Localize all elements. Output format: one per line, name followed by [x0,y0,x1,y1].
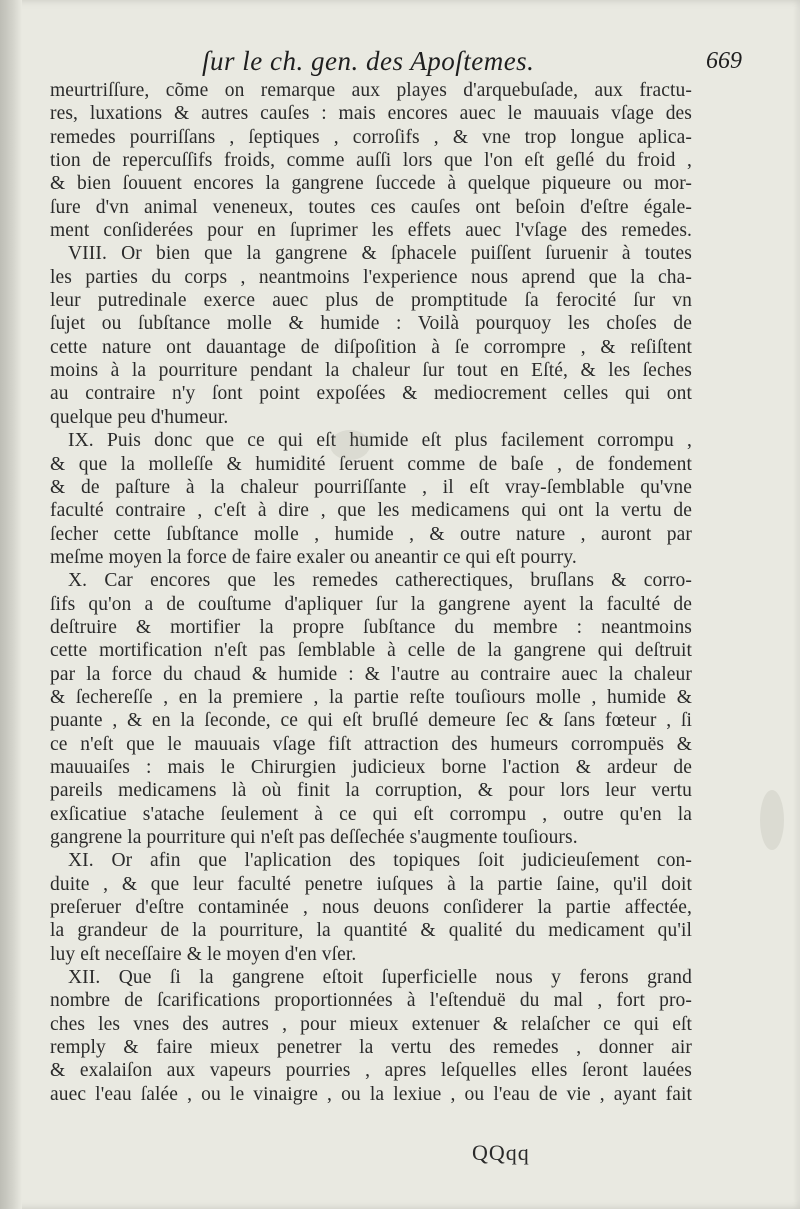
text-line: ce n'eſt que le mauuais vſage fiſt attraction des humeurs corrompuës & [50,733,692,755]
body-text [50,79,692,1106]
text-line: deſtruire & mortifier la propre ſubſtance du membre : neantmoins [50,616,692,638]
text-line: mauuaiſes : mais le Chirurgien judicieux borne l'action & ardeur de [50,756,692,778]
text-line: ment conſiderées pour en ſuprimer les effets auec l'vſage des remedes. [50,220,692,242]
text-line: faculté contraire , c'eſt à dire , que les medicamens qui ont la vertu de [50,500,692,522]
text-line: exſicatiue s'atache ſeulement à ce qui eſt corrompu , outre qu'en la [50,803,692,825]
text-line: puante , & en la ſeconde, ce qui eſt bruſlé demeure ſec & ſans fœteur , ſi [50,710,692,732]
text-line: meſme moyen la force de faire exaler ou aneantir ce qui eſt pourry. [50,546,577,568]
text-line: cette mortification n'eſt pas ſemblable à celle de la gangrene qui deſtruit [50,640,692,662]
text-line: remedes pourriſſans , ſeptiques , corroſifs , & vne trop longue aplica- [50,126,692,148]
text-line: & exalaiſon aux vapeurs pourries , apres leſquelles elles ſeront lauées [50,1060,692,1082]
text-line: nombre de ſcarifications proportionnées à l'eſtenduë du mal , fort pro- [50,990,692,1012]
paragraph-xi-start: XI. Or afin que l'aplication des topiques ſoit judicieuſement con- [68,850,692,872]
text-line: & ſechereſſe , en la premiere , la partie reſte touſiours molle , humide & [50,686,692,708]
text-line: pareils medicamens là où finit la corruption, & pour lors leur vertu [50,780,692,802]
paragraph-viii-start: VIII. Or bien que la gangrene & ſphacele puiſſent ſuruenir à toutes [68,243,692,265]
text-line: quelque peu d'humeur. [50,406,229,428]
paragraph-ix-start: IX. Puis donc que ce qui eſt humide eſt plus facilement corrompu , [68,430,692,452]
paper-stain [330,430,370,460]
text-line: au contraire n'y ſont point expoſées & mediocrement celles qui ont [50,383,692,405]
paragraph-xii-start: XII. Que ſi la gangrene eſtoit ſuperficielle nous y ferons grand [68,967,692,989]
page-header [52,44,742,80]
text-line: preſeruer d'eſtre contaminée , nous deuons conſiderer la partie affectée, [50,897,692,919]
text-line: remply & faire mieux penetrer la vertu des remedes , donner air [50,1037,692,1059]
text-line: ches les vnes des autres , pour mieux extenuer & relaſcher ce qui eſt [50,1013,692,1035]
text-line: luy eſt neceſſaire & le moyen d'en vſer. [50,943,357,965]
page-number: 669 [706,48,742,74]
page-gutter [0,0,22,1209]
signature-mark: QQqq [472,1140,530,1165]
paragraph-x-start: X. Car encores que les remedes catherectiques, bruſlans & corro- [68,570,692,592]
text-line: ſifs qu'on a de couſtume d'apliquer ſur la gangrene ayent la faculté de [50,593,692,615]
running-head: ſur le ch. gen. des Apoſtemes. [202,46,535,76]
text-line: gangrene la pourriture qui n'eſt pas deſſechée s'augmente touſiours. [50,827,578,848]
text-line: auec l'eau ſalée , ou le vinaigre , ou la lexiue , ou l'eau de vie , ayant fait [50,1083,692,1105]
text-line: cette nature ont dauantage de diſpoſition à ſe corrompre , & reſiſtent [50,336,692,358]
paper-stain [760,790,784,850]
text-line: duite , & que leur faculté penetre iuſques à la partie ſaine, qu'il doit [50,873,692,895]
text-line: leur putredinale exerce auec plus de promptitude ſa ferocité ſur vn [50,290,692,312]
text-line: meurtriſſure, cõme on remarque aux playes d'arquebuſade, aux fractu- [50,80,692,101]
text-line: res, luxations & autres cauſes : mais encores auec le mauuais vſage des [50,103,692,125]
text-line: & de paſture à la chaleur pourriſſante , il eſt vray-ſemblable qu'vne [50,476,692,498]
text-line: moins à la pourriture pendant la chaleur ſur tout en Eſté, & les ſeches [50,360,692,382]
text-line: les parties du corps , neantmoins l'experience nous aprend que la cha- [50,266,692,288]
text-line: ſure d'vn animal veneneux, toutes ces cauſes ont beſoin d'eſtre égale- [50,196,692,218]
text-line: tion de repercuſſifs froids, comme auſſi lors que l'on eſt geſlé du froid , [50,150,692,172]
text-line: la grandeur de la pourriture, la quantité & qualité du medicament qu'il [50,920,692,942]
text-line: ſecher cette ſubſtance molle , humide , & outre nature , auront par [50,523,692,545]
text-line: & que la molleſſe & humidité ſeruent comme de baſe , de fondement [50,453,692,475]
text-line: ſujet ou ſubſtance molle & humide : Voilà pourquoy les choſes de [50,313,692,335]
text-line: par la force du chaud & humide : & l'autre au contraire auec la chaleur [50,663,692,685]
text-line: & bien ſouuent encores la gangrene ſuccede à quelque piqueure ou mor- [50,173,692,195]
